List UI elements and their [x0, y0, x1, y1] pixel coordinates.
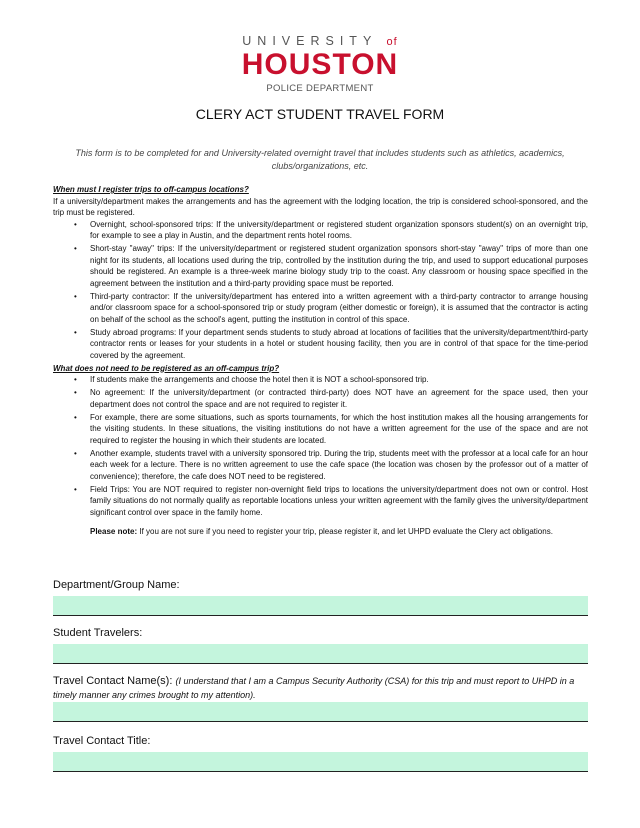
- logo-university-text: UNIVERSITY: [242, 34, 378, 48]
- csa-note: (I understand that I am a Campus Security Authority (CSA) for this trip and must report to UHPD in a timely manner any crimes brought to my attention).: [53, 676, 575, 700]
- travelers-field-group: [53, 626, 588, 664]
- form-intro: This form is to be completed for and University-related overnight travel that includes students such as athletics, academics, clubs/organizations, etc.: [75, 148, 565, 171]
- section1-heading: When must I register trips to off-campus locations?: [53, 185, 249, 194]
- list-item: • If students make the arrangements and choose the hotel then it is NOT a school-sponsored trip.: [74, 375, 429, 384]
- logo-of-text: of: [386, 36, 398, 48]
- contact-name-label-text: Travel Contact Name(s):: [53, 675, 173, 687]
- contact-title-field-group: [53, 734, 588, 772]
- section2-list: [53, 374, 588, 518]
- list-item: • Third-party contractor: If the university/department has entered into a written agreement with a third-party contractor to arrange housing and/or classroom space for a school-sponsored trip or study program (either domestic or foreign), it is assumed that the contractor is acting on behalf of the school as the school's agent, putting the institution in control of this space.: [74, 291, 588, 324]
- list-item: • Short-stay "away" trips: If the university/department or registered student organization sponsors short-stay "away" trips of more than one night for its students, all locations used during the trip, controlled by the institution during the trip, and used to support educational purposes should be registered. An example is a three-week marine biology study trip to the coast. Any classroom or housing space specified in the agreement between the institution and a third-party providing space must be reported.: [74, 244, 588, 288]
- department-field-group: [53, 578, 588, 616]
- department-label: Department/Group Name:: [53, 579, 180, 591]
- contact-name-field-group: [53, 674, 588, 722]
- list-item: • Study abroad programs: If your department sends students to study abroad at locations of facilities that the university/department/third-party contractor rents or leases for your students in a hotel or student housing facility, then you are in control of that space for the time-period covered by the agreement.: [74, 327, 588, 360]
- travelers-input[interactable]: [53, 644, 588, 664]
- section1-text: If a university/department makes the arrangements and has the agreement with the lodging location, the trip is considered school-sponsored, and the trip must be registered.: [53, 196, 588, 217]
- logo-houston-text: HOUSTON: [241, 48, 399, 81]
- list-item: • Another example, students travel with a university sponsored trip. During the trip, students meet with the professor at a local cafe for an hour each week for a lecture. There is no written agreement to use the cafe space (the location was chosen by the professor out of a matter of convenience); therefore, the cafe does NOT need to be registered.: [74, 448, 588, 481]
- list-item: • Field Trips: You are NOT required to register non-overnight field trips to locations the university/department does not own or control. Host family situations do not normally qualify as reportable locations unless your written agreement with the family gives the university/department significant control over space in the family home.: [74, 484, 588, 517]
- list-item: • For example, there are some situations, such as sports tournaments, for which the host institution makes all the housing arrangements for the visiting students. In these situations, the visiting institutions do not have a written agreement for the use of the space and are not required to register the housing in which their students are located.: [74, 412, 588, 445]
- contact-name-input[interactable]: [53, 702, 588, 722]
- section1-list: [53, 219, 588, 362]
- logo-university-line: [0, 34, 640, 49]
- contact-title-label: Travel Contact Title:: [53, 735, 151, 747]
- contact-title-input[interactable]: [53, 752, 588, 772]
- form-instructions: [53, 184, 588, 538]
- please-note: [90, 526, 588, 538]
- travelers-label: Student Travelers:: [53, 627, 143, 639]
- section2-heading: What does not need to be registered as an off-campus trip?: [53, 363, 280, 373]
- list-item: • Overnight, school-sponsored trips: If the university/department or registered student organization sponsors student(s) on an overnight trip, for example to see a play in Austin, and the department rents hotel rooms.: [74, 219, 588, 240]
- department-input[interactable]: [53, 596, 588, 616]
- logo-department-text: POLICE DEPARTMENT: [266, 83, 374, 94]
- contact-name-label: [53, 674, 588, 702]
- list-item: • No agreement: If the university/department (or contracted third-party) does NOT have an agreement for the space used, then your department does not control the space and are not required to register it.: [74, 388, 588, 409]
- note-text: If you are not sure if you need to register your trip, please register it, and let UHPD evaluate the Clery act obligations.: [137, 527, 553, 536]
- uh-police-logo: [0, 34, 640, 95]
- note-label: Please note:: [90, 527, 138, 536]
- form-title: CLERY ACT STUDENT TRAVEL FORM: [195, 106, 445, 122]
